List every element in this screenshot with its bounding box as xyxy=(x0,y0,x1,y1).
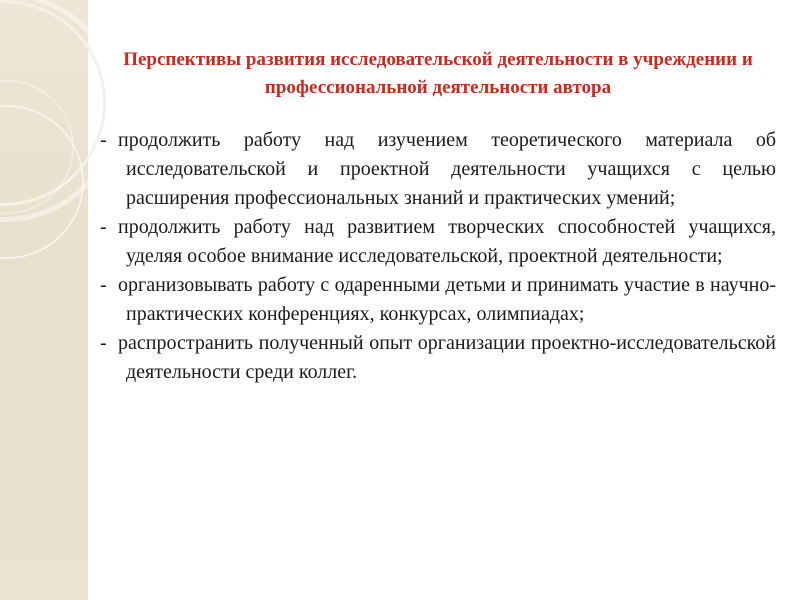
list-item-text: распространить полученный опыт организации проектно-исследовательской деятельности среди коллег. xyxy=(118,332,776,383)
decorative-side-band xyxy=(0,0,88,600)
slide-title: Перспективы развития исследовательской деятельности в учреждении и профессиональной деятельности автора xyxy=(123,49,753,98)
list-item xyxy=(100,126,776,213)
dash-marker: - xyxy=(100,274,107,296)
list-item xyxy=(100,329,776,387)
list-item-text: продолжить работу над изучением теоретического материала об исследовательской и проектной деятельности учащихся с целью расширения профессиональных знаний и практических умений; xyxy=(118,129,776,209)
bullet-list xyxy=(100,126,776,387)
list-item-text: организовывать работу с одаренными детьми и принимать участие в научно- практических конференциях, конкурсах, олимпиадах; xyxy=(118,274,776,325)
list-item xyxy=(100,213,776,271)
slide-content xyxy=(100,46,776,387)
list-item xyxy=(100,271,776,329)
dash-marker: - xyxy=(100,332,107,354)
list-item-text: продолжить работу над развитием творческих способностей учащихся, уделяя особое внимание исследовательской, проектной деятельности; xyxy=(118,216,776,267)
dash-marker: - xyxy=(100,129,107,151)
dash-marker: - xyxy=(100,216,107,238)
